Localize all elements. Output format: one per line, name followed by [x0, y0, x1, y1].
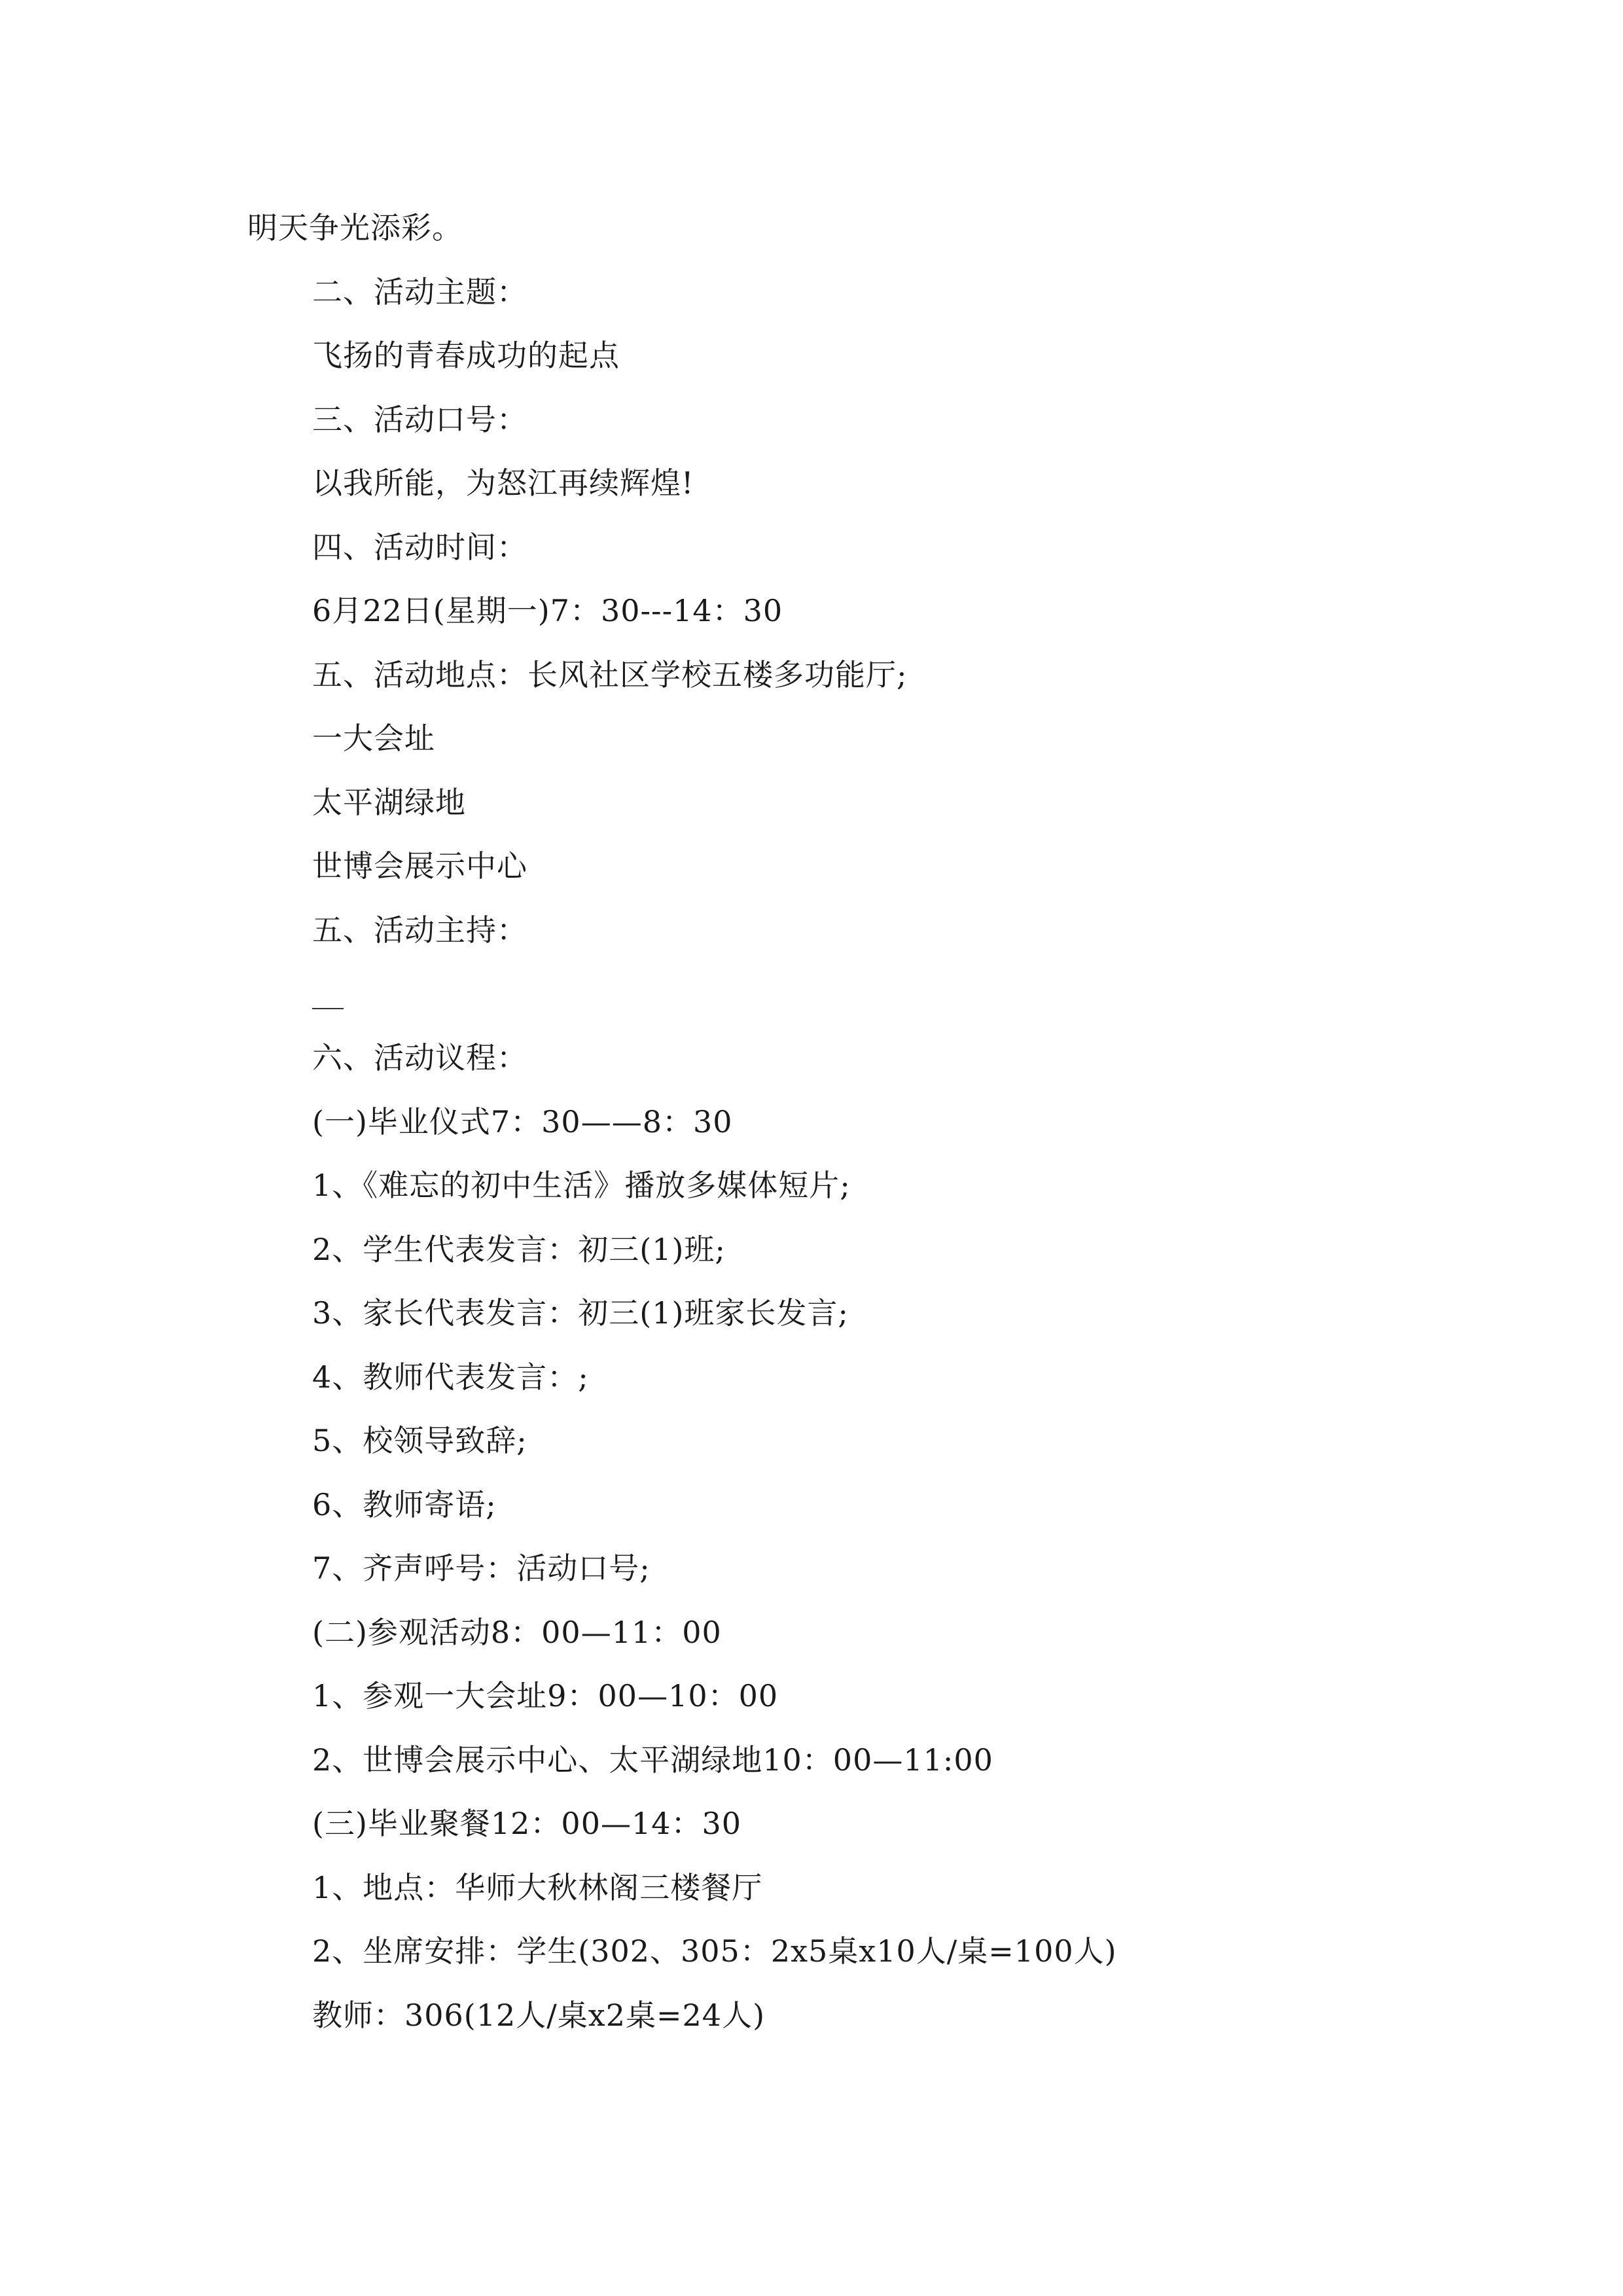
- location-item: 世博会展示中心: [312, 848, 527, 884]
- location-item: 一大会址: [312, 721, 435, 756]
- theme-text: 飞扬的青春成功的起点: [312, 338, 620, 373]
- agenda-item: 4、教师代表发言：;: [312, 1359, 589, 1395]
- agenda-item: 2、学生代表发言：初三(1)班;: [312, 1232, 726, 1267]
- agenda-subheading-visit: (二)参观活动8：00—11：00: [312, 1615, 722, 1650]
- agenda-item: 5、校领导致辞;: [312, 1423, 527, 1458]
- host-blank-dash: [312, 1008, 344, 1009]
- slogan-text: 以我所能，为怒江再续辉煌!: [312, 465, 694, 501]
- agenda-item: 1、《难忘的初中生活》播放多媒体短片;: [312, 1168, 851, 1203]
- agenda-subheading-ceremony: (一)毕业仪式7：30——8：30: [312, 1104, 733, 1139]
- agenda-item: 6、教师寄语;: [312, 1487, 497, 1522]
- agenda-item: 2、世博会展示中心、太平湖绿地10：00—11:00: [312, 1742, 993, 1778]
- section-heading-slogan: 三、活动口号：: [312, 402, 527, 437]
- agenda-item: 1、地点：华师大秋林阁三楼餐厅: [312, 1870, 763, 1905]
- agenda-item: 教师：306(12人/桌x2桌=24人): [312, 1998, 766, 2033]
- section-heading-location: 五、活动地点：长风社区学校五楼多功能厅;: [312, 657, 908, 692]
- agenda-item: 3、家长代表发言：初三(1)班家长发言;: [312, 1295, 849, 1331]
- text-line-continuation: 明天争光添彩。: [247, 210, 463, 245]
- agenda-item: 7、齐声呼号：活动口号;: [312, 1551, 651, 1586]
- time-text: 6月22日(星期一)7：30---14：30: [312, 593, 783, 628]
- section-heading-time: 四、活动时间：: [312, 529, 527, 565]
- agenda-subheading-dinner: (三)毕业聚餐12：00—14：30: [312, 1806, 742, 1841]
- agenda-item: 2、坐席安排：学生(302、305：2x5桌x10人/桌=100人): [312, 1933, 1117, 1969]
- section-heading-theme: 二、活动主题：: [312, 274, 527, 310]
- agenda-item: 1、参观一大会址9：00—10：00: [312, 1678, 779, 1713]
- section-heading-agenda: 六、活动议程：: [312, 1040, 527, 1075]
- section-heading-host: 五、活动主持：: [312, 912, 527, 948]
- location-item: 太平湖绿地: [312, 785, 466, 820]
